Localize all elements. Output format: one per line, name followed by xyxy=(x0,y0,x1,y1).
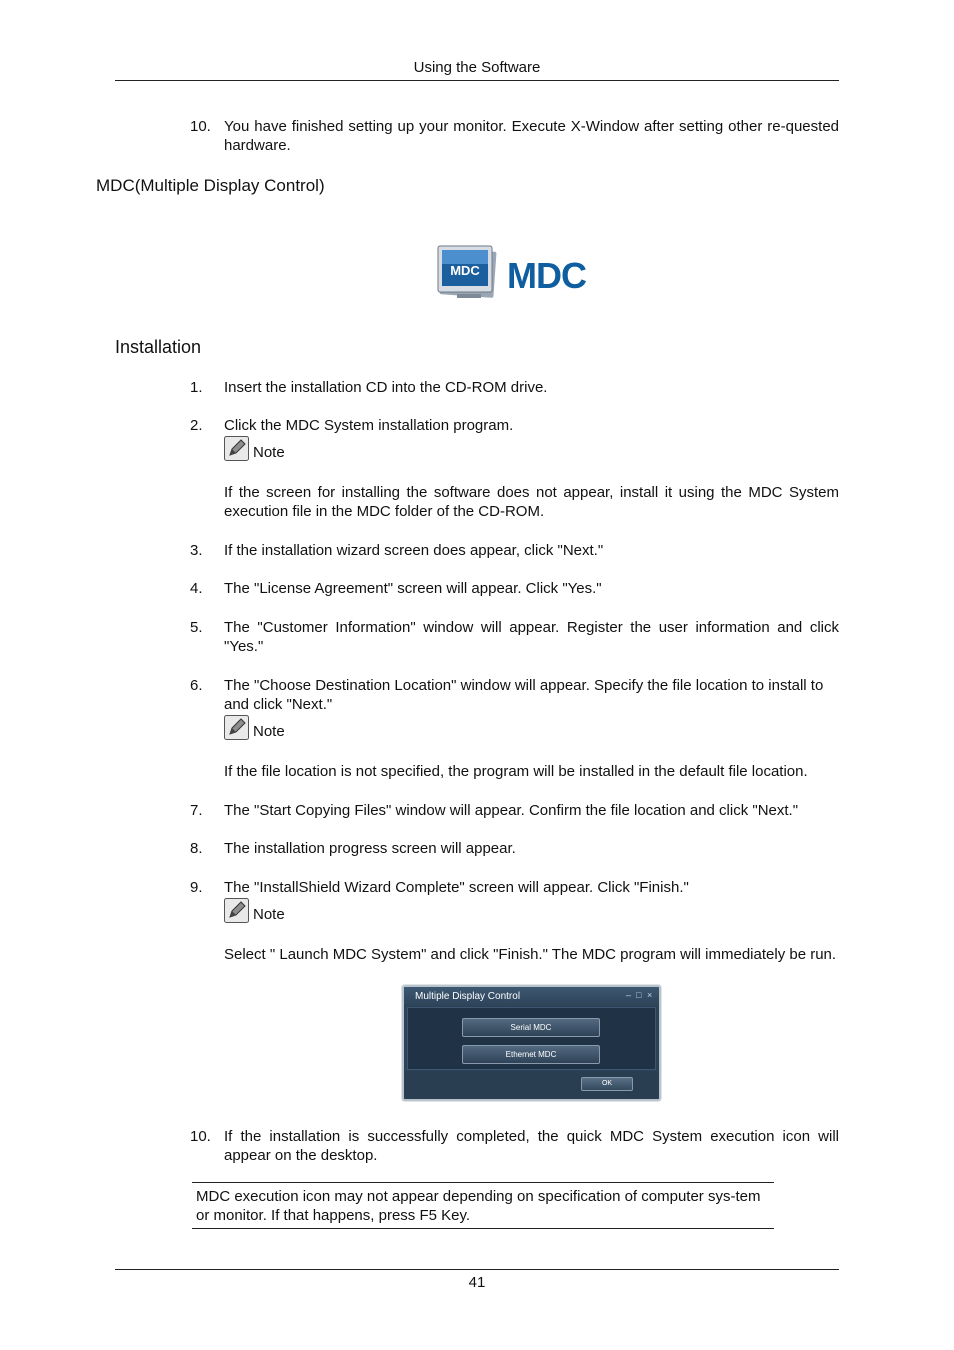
mdc-dialog-screenshot xyxy=(402,985,661,1101)
page-number: 41 xyxy=(468,1274,486,1291)
note-text-step-9: Select " Launch MDC System" and click "Finish." The MDC program will immediately be run. xyxy=(224,946,837,963)
step-number: 2. xyxy=(190,417,203,434)
mdc-badge-text: MDC xyxy=(450,263,480,278)
step-2 xyxy=(190,416,839,435)
note-pencil-icon xyxy=(224,898,249,923)
footer-rule xyxy=(115,1269,839,1270)
note-text-step-6: If the file location is not specified, the program will be installed in the default file location. xyxy=(224,763,808,780)
mdc-monitor-icon xyxy=(437,244,501,304)
note-label: Note xyxy=(253,906,285,923)
step-text: Insert the installation CD into the CD-ROM drive. xyxy=(224,379,548,396)
info-box: MDC execution icon may not appear depending on specification of computer sys-tem or monitor. If that happens, press F5 Key. xyxy=(192,1182,774,1229)
step-text: Click the MDC System installation program. xyxy=(224,417,514,434)
step-text: The "Customer Information" window will appear. Register the user information and click "Yes." xyxy=(224,619,839,655)
ok-button: OK xyxy=(581,1077,633,1091)
step-text: The "Choose Destination Location" window will appear. Specify the file location to install to and click "Next." xyxy=(224,677,824,713)
dialog-title: Multiple Display Control xyxy=(415,991,521,1002)
serial-mdc-button: Serial MDC xyxy=(462,1018,600,1037)
note-text-step-2: If the screen for installing the software does not appear, install it using the MDC System execution file in the MDC folder of the CD-ROM. xyxy=(224,484,839,520)
step-number: 10. xyxy=(190,118,211,135)
step-text: The installation progress screen will appear. xyxy=(224,840,516,857)
step-6 xyxy=(190,676,839,714)
section-title-installation: Installation xyxy=(115,337,202,357)
step-4 xyxy=(190,579,839,598)
close-icon: × xyxy=(647,990,653,1000)
step-number: 3. xyxy=(190,542,203,559)
step-text: The "InstallShield Wizard Complete" screen will appear. Click "Finish." xyxy=(224,879,689,896)
step-number: 8. xyxy=(190,840,203,857)
step-number: 6. xyxy=(190,677,203,694)
note-step-9 xyxy=(224,897,285,923)
note-pencil-icon xyxy=(224,715,249,740)
step-text: If the installation wizard screen does appear, click "Next." xyxy=(224,542,604,559)
ethernet-mdc-button: Ethernet MDC xyxy=(462,1045,600,1064)
header-rule xyxy=(115,80,839,81)
step-number: 5. xyxy=(190,619,203,636)
intro-step xyxy=(190,117,839,155)
step-text: You have finished setting up your monitor. Execute X-Window after setting other re-quested hardware. xyxy=(224,118,839,154)
step-text: The "License Agreement" screen will appear. Click "Yes." xyxy=(224,580,602,597)
note-step-2 xyxy=(224,435,285,461)
note-label: Note xyxy=(253,444,285,461)
step-number: 10. xyxy=(190,1128,211,1145)
minimize-icon: – xyxy=(626,990,632,1000)
mdc-logo xyxy=(437,244,597,304)
step-number: 4. xyxy=(190,580,203,597)
step-7 xyxy=(190,801,839,820)
step-number: 7. xyxy=(190,802,203,819)
step-10 xyxy=(190,1127,839,1165)
step-text: If the installation is successfully completed, the quick MDC System execution icon will appear on the desktop. xyxy=(224,1128,839,1164)
step-1 xyxy=(190,378,839,397)
running-header: Using the Software xyxy=(413,59,541,76)
step-number: 9. xyxy=(190,879,203,896)
dialog-body xyxy=(407,1007,656,1070)
dialog-titlebar xyxy=(404,987,659,1007)
step-3 xyxy=(190,541,839,560)
maximize-icon: □ xyxy=(636,990,642,1000)
step-5 xyxy=(190,618,839,656)
note-label: Note xyxy=(253,723,285,740)
step-text: The "Start Copying Files" window will appear. Confirm the file location and click "Next." xyxy=(224,802,799,819)
section-title-mdc: MDC(Multiple Display Control) xyxy=(96,176,325,195)
step-8 xyxy=(190,839,839,858)
step-number: 1. xyxy=(190,379,203,396)
mdc-logo-text: MDC xyxy=(507,255,586,296)
note-step-6 xyxy=(224,714,285,740)
note-pencil-icon xyxy=(224,436,249,461)
step-9 xyxy=(190,878,839,897)
